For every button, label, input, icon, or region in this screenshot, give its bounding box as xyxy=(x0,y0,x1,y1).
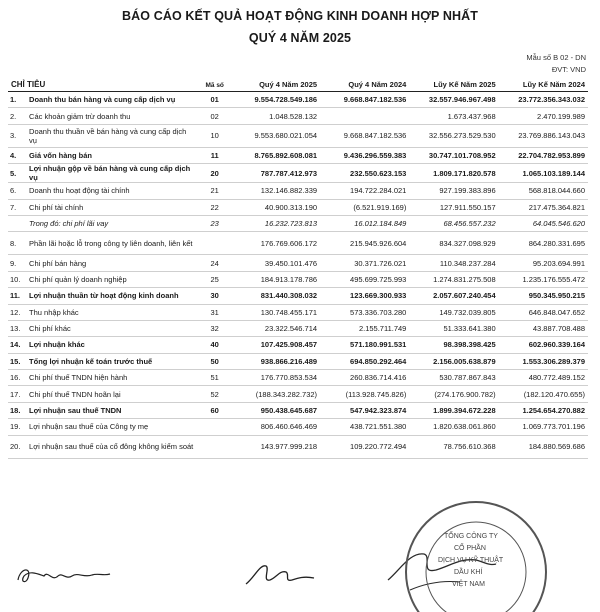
value-q4-2024: 9.668.847.182.536 xyxy=(320,92,409,108)
value-q4-2025: 23.322.546.714 xyxy=(231,320,320,336)
value-ytd-2025: 2.057.607.240.454 xyxy=(409,288,498,304)
value-ytd-2025: 51.333.641.380 xyxy=(409,320,498,336)
value-ytd-2025: 1.809.171.820.578 xyxy=(409,164,498,183)
row-number: 16. xyxy=(8,370,26,386)
stamp-line-4: DẦU KHÍ xyxy=(454,569,483,576)
value-ytd-2025: 30.747.101.708.952 xyxy=(409,147,498,163)
value-ytd-2024: 2.470.199.989 xyxy=(499,108,588,124)
value-q4-2025: 176.770.853.534 xyxy=(231,370,320,386)
table-row xyxy=(8,183,588,199)
row-label: Phần lãi hoặc lỗ trong công ty liên doanh, liên kết xyxy=(26,232,199,255)
row-number: 1. xyxy=(8,92,26,108)
value-q4-2024: 694.850.292.464 xyxy=(320,353,409,369)
row-code: 31 xyxy=(199,304,231,320)
value-q4-2024: 573.336.703.280 xyxy=(320,304,409,320)
row-number: 15. xyxy=(8,353,26,369)
row-label: Chi phí thuế TNDN hiện hành xyxy=(26,370,199,386)
value-q4-2024: 2.155.711.749 xyxy=(320,320,409,336)
value-q4-2025: 130.748.455.171 xyxy=(231,304,320,320)
header-item: CHỈ TIÊU xyxy=(8,78,199,92)
row-code: 60 xyxy=(199,402,231,418)
value-ytd-2025: 78.756.610.368 xyxy=(409,435,498,458)
value-q4-2024: 16.012.184.849 xyxy=(320,215,409,231)
table-row xyxy=(8,147,588,163)
row-code: 22 xyxy=(199,199,231,215)
value-ytd-2025: 834.327.098.929 xyxy=(409,232,498,255)
value-ytd-2025: (274.176.900.782) xyxy=(409,386,498,402)
row-number: 12. xyxy=(8,304,26,320)
row-label: Giá vốn hàng bán xyxy=(26,147,199,163)
row-label: Chi phí bán hàng xyxy=(26,255,199,271)
value-ytd-2024: 864.280.331.695 xyxy=(499,232,588,255)
form-code: Mẫu số B 02 - DN xyxy=(526,53,586,62)
value-q4-2025: 831.440.308.032 xyxy=(231,288,320,304)
value-ytd-2024: 568.818.044.660 xyxy=(499,183,588,199)
value-q4-2025: 132.146.882.339 xyxy=(231,183,320,199)
row-number: 18. xyxy=(8,402,26,418)
value-q4-2025: 176.769.606.172 xyxy=(231,232,320,255)
value-q4-2025: 938.866.216.489 xyxy=(231,353,320,369)
row-code: 25 xyxy=(199,271,231,287)
row-label: Chi phí khác xyxy=(26,320,199,336)
row-number: 14. xyxy=(8,337,26,353)
report-title: BÁO CÁO KẾT QUẢ HOẠT ĐỘNG KINH DOANH HỢP NHẤT xyxy=(122,9,478,23)
value-ytd-2025: 530.787.867.843 xyxy=(409,370,498,386)
value-ytd-2024: 1.235.176.555.472 xyxy=(499,271,588,287)
value-ytd-2024: 1.069.773.701.196 xyxy=(499,419,588,435)
value-q4-2024: 438.721.551.380 xyxy=(320,419,409,435)
value-q4-2025: 1.048.528.132 xyxy=(231,108,320,124)
value-q4-2025: 787.787.412.973 xyxy=(231,164,320,183)
table-row xyxy=(8,255,588,271)
value-ytd-2024: 646.848.047.652 xyxy=(499,304,588,320)
signature-left xyxy=(14,560,114,590)
header-ytd-2025: Lũy Kế Năm 2025 xyxy=(409,78,498,92)
row-label: Doanh thu thuần về bán hàng và cung cấp dịch vụ xyxy=(26,124,199,147)
value-ytd-2025: 68.456.557.232 xyxy=(409,215,498,231)
value-q4-2024: 547.942.323.874 xyxy=(320,402,409,418)
row-number: 20. xyxy=(8,435,26,458)
value-q4-2025: 950.438.645.687 xyxy=(231,402,320,418)
row-code: 02 xyxy=(199,108,231,124)
value-ytd-2024: 1.065.103.189.144 xyxy=(499,164,588,183)
value-ytd-2025: 1.899.394.672.228 xyxy=(409,402,498,418)
table-row xyxy=(8,320,588,336)
value-q4-2025: 39.450.101.476 xyxy=(231,255,320,271)
row-number: 4. xyxy=(8,147,26,163)
row-number: 6. xyxy=(8,183,26,199)
value-ytd-2024: 602.960.339.164 xyxy=(499,337,588,353)
table-row xyxy=(8,353,588,369)
value-q4-2024: 232.550.623.153 xyxy=(320,164,409,183)
table-row xyxy=(8,402,588,418)
header-ytd-2024: Lũy Kế Năm 2024 xyxy=(499,78,588,92)
value-q4-2025: 8.765.892.608.081 xyxy=(231,147,320,163)
header-code: Mã số xyxy=(199,78,231,92)
currency-unit: ĐVT: VND xyxy=(551,65,586,74)
stamp-line-1: TỔNG CÔNG TY xyxy=(444,533,498,540)
table-row xyxy=(8,370,588,386)
value-q4-2024 xyxy=(320,108,409,124)
value-q4-2024: (6.521.919.169) xyxy=(320,199,409,215)
table-row xyxy=(8,199,588,215)
value-ytd-2024: 23.772.356.343.032 xyxy=(499,92,588,108)
value-ytd-2025: 1.673.437.968 xyxy=(409,108,498,124)
row-number: 2. xyxy=(8,108,26,124)
signature-middle xyxy=(240,558,320,590)
value-ytd-2024: 95.203.694.991 xyxy=(499,255,588,271)
row-label: Chi phí thuế TNDN hoãn lại xyxy=(26,386,199,402)
row-label: Doanh thu hoạt động tài chính xyxy=(26,183,199,199)
row-number: 3. xyxy=(8,124,26,147)
header-q4-2025: Quý 4 Năm 2025 xyxy=(231,78,320,92)
value-ytd-2025: 32.557.946.967.498 xyxy=(409,92,498,108)
row-code: 01 xyxy=(199,92,231,108)
value-ytd-2024: 184.880.569.686 xyxy=(499,435,588,458)
value-ytd-2024: 22.704.782.953.899 xyxy=(499,147,588,163)
value-ytd-2024: 1.254.654.270.882 xyxy=(499,402,588,418)
row-number: 7. xyxy=(8,199,26,215)
value-ytd-2025: 1.820.638.061.860 xyxy=(409,419,498,435)
value-q4-2025: 9.553.680.021.054 xyxy=(231,124,320,147)
table-row xyxy=(8,164,588,183)
value-q4-2024: 495.699.725.993 xyxy=(320,271,409,287)
row-code xyxy=(199,435,231,458)
row-label: Lợi nhuận sau thuế của cổ đông không kiểm soát xyxy=(26,435,199,458)
row-label: Trong đó: chi phí lãi vay xyxy=(26,215,199,231)
row-code: 23 xyxy=(199,215,231,231)
row-label: Lợi nhuận khác xyxy=(26,337,199,353)
table-header-row xyxy=(8,78,588,92)
row-label: Thu nhập khác xyxy=(26,304,199,320)
row-code xyxy=(199,419,231,435)
table-row xyxy=(8,419,588,435)
row-code: 51 xyxy=(199,370,231,386)
value-q4-2025: 9.554.728.549.186 xyxy=(231,92,320,108)
row-label: Lợi nhuận sau thuế của Công ty mẹ xyxy=(26,419,199,435)
value-ytd-2024: (182.120.470.655) xyxy=(499,386,588,402)
row-code: 32 xyxy=(199,320,231,336)
row-number: 5. xyxy=(8,164,26,183)
stamp-line-2: CỔ PHẦN xyxy=(454,545,486,552)
row-number: 17. xyxy=(8,386,26,402)
report-period: QUÝ 4 NĂM 2025 xyxy=(248,31,352,45)
table-row xyxy=(8,92,588,108)
value-q4-2025: 806.460.646.469 xyxy=(231,419,320,435)
value-q4-2025: 143.977.999.218 xyxy=(231,435,320,458)
row-code: 30 xyxy=(199,288,231,304)
row-code: 40 xyxy=(199,337,231,353)
value-ytd-2024: 1.553.306.289.379 xyxy=(499,353,588,369)
row-label: Chi phí quản lý doanh nghiệp xyxy=(26,271,199,287)
row-code xyxy=(199,232,231,255)
row-label: Lợi nhuận sau thuế TNDN xyxy=(26,402,199,418)
value-q4-2024: 9.436.296.559.383 xyxy=(320,147,409,163)
row-code: 24 xyxy=(199,255,231,271)
row-code: 11 xyxy=(199,147,231,163)
table-row xyxy=(8,337,588,353)
value-ytd-2025: 2.156.005.638.879 xyxy=(409,353,498,369)
row-number: 19. xyxy=(8,419,26,435)
value-ytd-2024: 43.887.708.488 xyxy=(499,320,588,336)
table-row xyxy=(8,215,588,231)
row-number xyxy=(8,215,26,231)
value-q4-2024: 260.836.714.416 xyxy=(320,370,409,386)
value-ytd-2024: 64.045.546.620 xyxy=(499,215,588,231)
row-number: 10. xyxy=(8,271,26,287)
row-number: 11. xyxy=(8,288,26,304)
table-row xyxy=(8,288,588,304)
row-label: Chi phí tài chính xyxy=(26,199,199,215)
value-q4-2025: 184.913.178.786 xyxy=(231,271,320,287)
value-ytd-2025: 149.732.039.805 xyxy=(409,304,498,320)
value-q4-2024: (113.928.745.826) xyxy=(320,386,409,402)
row-number: 8. xyxy=(8,232,26,255)
value-ytd-2025: 927.199.383.896 xyxy=(409,183,498,199)
table-row xyxy=(8,386,588,402)
value-ytd-2025: 127.911.550.157 xyxy=(409,199,498,215)
value-q4-2025: (188.343.282.732) xyxy=(231,386,320,402)
row-label: Doanh thu bán hàng và cung cấp dịch vụ xyxy=(26,92,199,108)
stamp-line-5: VIỆT NAM xyxy=(452,581,485,588)
table-row xyxy=(8,232,588,255)
row-code: 50 xyxy=(199,353,231,369)
row-code: 20 xyxy=(199,164,231,183)
value-ytd-2024: 480.772.489.152 xyxy=(499,370,588,386)
table-row xyxy=(8,108,588,124)
value-q4-2024: 123.669.300.933 xyxy=(320,288,409,304)
value-ytd-2025: 1.274.831.275.508 xyxy=(409,271,498,287)
row-code: 21 xyxy=(199,183,231,199)
value-q4-2025: 16.232.723.813 xyxy=(231,215,320,231)
row-code: 10 xyxy=(199,124,231,147)
stamp-line-3: DỊCH VỤ KỸ THUẬT xyxy=(438,557,504,564)
value-q4-2024: 109.220.772.494 xyxy=(320,435,409,458)
value-q4-2024: 571.180.991.531 xyxy=(320,337,409,353)
table-row xyxy=(8,124,588,147)
value-ytd-2025: 32.556.273.529.530 xyxy=(409,124,498,147)
income-statement-table xyxy=(8,78,588,459)
value-q4-2024: 215.945.926.604 xyxy=(320,232,409,255)
row-code: 52 xyxy=(199,386,231,402)
row-number: 13. xyxy=(8,320,26,336)
table-row xyxy=(8,304,588,320)
table-row xyxy=(8,435,588,458)
value-ytd-2024: 950.345.950.215 xyxy=(499,288,588,304)
row-label: Các khoản giảm trừ doanh thu xyxy=(26,108,199,124)
value-ytd-2024: 23.769.886.143.043 xyxy=(499,124,588,147)
row-label: Tổng lợi nhuận kế toán trước thuế xyxy=(26,353,199,369)
value-q4-2025: 107.425.908.457 xyxy=(231,337,320,353)
header-q4-2024: Quý 4 Năm 2024 xyxy=(320,78,409,92)
value-q4-2024: 30.371.726.021 xyxy=(320,255,409,271)
row-label: Lợi nhuận gộp về bán hàng và cung cấp dịch vụ xyxy=(26,164,199,183)
company-stamp xyxy=(396,492,556,612)
row-number: 9. xyxy=(8,255,26,271)
table-row xyxy=(8,271,588,287)
value-q4-2025: 40.900.313.190 xyxy=(231,199,320,215)
value-ytd-2025: 110.348.237.284 xyxy=(409,255,498,271)
value-ytd-2024: 217.475.364.821 xyxy=(499,199,588,215)
value-q4-2024: 9.668.847.182.536 xyxy=(320,124,409,147)
row-label: Lợi nhuận thuần từ hoạt động kinh doanh xyxy=(26,288,199,304)
value-q4-2024: 194.722.284.021 xyxy=(320,183,409,199)
value-ytd-2025: 98.398.398.425 xyxy=(409,337,498,353)
